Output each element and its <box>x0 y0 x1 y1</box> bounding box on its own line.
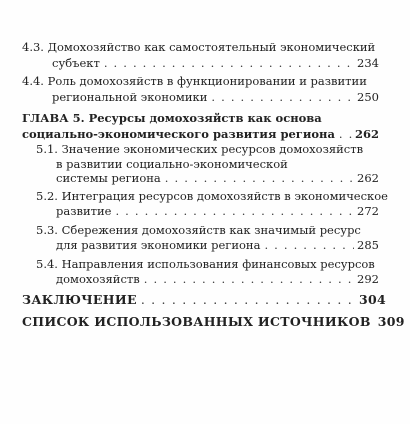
toc-references-page: 309 <box>377 314 405 329</box>
toc-entry-5-1-row <box>56 170 379 187</box>
toc-entry-4-3-subtitle: субъект <box>52 56 100 70</box>
toc-entry-5-2-page: 272 <box>357 204 379 218</box>
leader-dots <box>104 55 354 72</box>
toc-entry-4-4-title: 4.4. Роль домохозяйств в функционировании и развитии <box>22 74 367 88</box>
toc-entry-5-4-row <box>56 271 379 288</box>
toc-entry-5-1-page: 262 <box>357 171 379 185</box>
toc-entry-4-4-page: 250 <box>357 90 379 104</box>
toc-entry-5-3-row <box>56 237 379 254</box>
toc-entry-5-4-subtitle: домохозяйств <box>56 272 140 286</box>
toc-references-row <box>22 313 405 330</box>
toc-entry-5-3-title: 5.3. Сбережения домохозяйств как значимый ресурс <box>36 223 361 237</box>
toc-conclusion-label: ЗАКЛЮЧЕНИЕ <box>22 292 137 307</box>
toc-conclusion-row <box>22 291 386 308</box>
leader-dots <box>115 203 354 220</box>
toc-entry-5-2-subtitle: развитие <box>56 204 112 218</box>
toc-entry-5-1-title: 5.1. Значение экономических ресурсов домохозяйств <box>36 142 364 156</box>
toc-chapter-5-subtitle: социально-экономического развития региона <box>22 127 335 141</box>
leader-dots <box>165 170 354 187</box>
toc-entry-5-1-line2: в развитии социально-экономической <box>56 157 288 171</box>
toc-entry-5-4-page: 292 <box>357 272 379 286</box>
leader-dots <box>264 237 354 254</box>
toc-entry-5-4-title: 5.4. Направления использования финансовых ресурсов <box>36 257 375 271</box>
toc-chapter-5-title: ГЛАВА 5. Ресурсы домохозяйств как основа <box>22 111 322 125</box>
toc-entry-5-2-title: 5.2. Интеграция ресурсов домохозяйств в экономическое <box>36 189 388 203</box>
toc-entry-4-3-row <box>52 55 379 72</box>
toc-chapter-5-page: 262 <box>354 127 379 141</box>
toc-conclusion-page: 304 <box>359 292 386 307</box>
toc-entry-4-4-subtitle: региональной экономики <box>52 90 208 104</box>
leader-dots <box>144 271 354 288</box>
leader-dots <box>211 89 354 106</box>
toc-entry-4-3-page: 234 <box>357 56 379 70</box>
toc-references-label: СПИСОК ИСПОЛЬЗОВАННЫХ ИСТОЧНИКОВ <box>22 314 371 329</box>
toc-entry-5-1-line3: системы региона <box>56 171 161 185</box>
toc-entry-5-3-page: 285 <box>357 238 379 252</box>
leader-dots <box>141 291 356 308</box>
toc-entry-5-3-subtitle: для развития экономики региона <box>56 238 261 252</box>
toc-entry-5-2-row <box>56 203 379 220</box>
toc-entry-4-3-title: 4.3. Домохозяйство как самостоятельный экономический <box>22 40 376 54</box>
toc-entry-4-4-row <box>52 89 379 106</box>
